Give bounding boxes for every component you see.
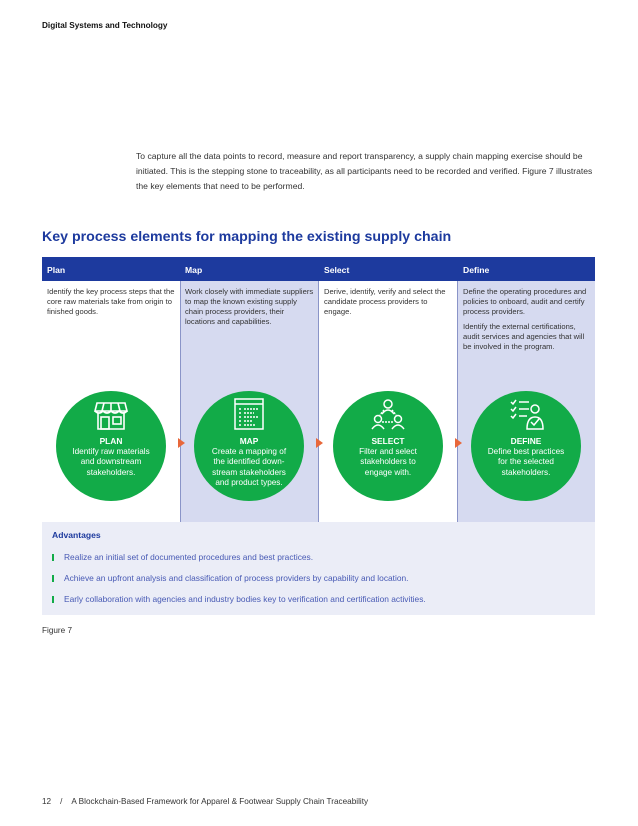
- section-header: Digital Systems and Technology: [42, 21, 168, 30]
- arrow-right-icon: [178, 438, 185, 448]
- circle-description: Identify raw materials and downstream stakeholders.: [72, 447, 150, 477]
- select-circle: [333, 391, 443, 501]
- circle-title: MAP: [239, 436, 259, 446]
- column-header: Select: [319, 257, 458, 281]
- advantages-panel: [42, 522, 595, 615]
- advantage-text: Achieve an upfront analysis and classification of process providers by capability and location.: [64, 573, 409, 583]
- bullet-bar-icon: [52, 554, 54, 561]
- intro-paragraph: To capture all the data points to record, measure and report transparency, a supply chain mapping exercise should be initiated. This is the stepping stone to traceability, as all participants need to be recorded and verified. Figure 7 illustrates the key elements that need to be performed.: [136, 151, 593, 191]
- circle-description: Filter and select stakeholders to engage with.: [359, 447, 417, 477]
- circle-description: Define best practices for the selected stakeholders.: [487, 447, 565, 477]
- storefront-icon: [92, 395, 130, 433]
- circle-title: PLAN: [99, 436, 123, 446]
- advantage-item: [52, 573, 409, 583]
- circle-description: Create a mapping of the identified down-stream stakeholders and product types.: [211, 447, 287, 488]
- column-header: Plan: [42, 257, 180, 281]
- people-network-icon: [369, 395, 407, 433]
- advantage-item: [52, 552, 313, 562]
- advantages-title: Advantages: [52, 530, 101, 540]
- column-divider: [180, 281, 181, 522]
- plan-circle: [56, 391, 166, 501]
- advantage-item: [52, 594, 426, 604]
- column-divider: [457, 281, 458, 522]
- column-header: Define: [458, 257, 595, 281]
- document-title: A Blockchain-Based Framework for Apparel & Footwear Supply Chain Traceability: [71, 797, 369, 806]
- page-footer: [42, 797, 368, 806]
- circle-title: DEFINE: [510, 436, 542, 446]
- column-text: Define the operating procedures and policies to onboard, audit and certify process providers.: [463, 287, 587, 316]
- column-text: Identify the key process steps that the core raw materials take from origin to finished goods.: [47, 287, 175, 316]
- figure-title: Key process elements for mapping the existing supply chain: [42, 229, 452, 245]
- arrow-right-icon: [316, 438, 323, 448]
- column-text: Work closely with immediate suppliers to map the known existing supply chain process providers, their locations and capabilities.: [185, 287, 314, 326]
- column-header: Map: [180, 257, 319, 281]
- footer-separator: /: [60, 797, 63, 806]
- document-list-icon: [230, 395, 268, 433]
- circle-title: SELECT: [371, 436, 405, 446]
- page-number: 12: [42, 797, 52, 806]
- arrow-right-icon: [455, 438, 462, 448]
- column-text: Derive, identify, verify and select the candidate process providers to engage.: [324, 287, 446, 316]
- bullet-bar-icon: [52, 596, 54, 603]
- column-divider: [318, 281, 319, 522]
- checklist-person-icon: [507, 395, 545, 433]
- column-text: Identify the external certifications, audit services and agencies that will be involved in the program.: [463, 322, 585, 351]
- figure-label: Figure 7: [42, 626, 73, 635]
- bullet-bar-icon: [52, 575, 54, 582]
- advantage-text: Realize an initial set of documented procedures and best practices.: [64, 552, 314, 562]
- process-table: [42, 257, 595, 615]
- advantage-text: Early collaboration with agencies and industry bodies key to verification and certification activities.: [64, 594, 426, 604]
- map-circle: [194, 391, 304, 501]
- define-circle: [471, 391, 581, 501]
